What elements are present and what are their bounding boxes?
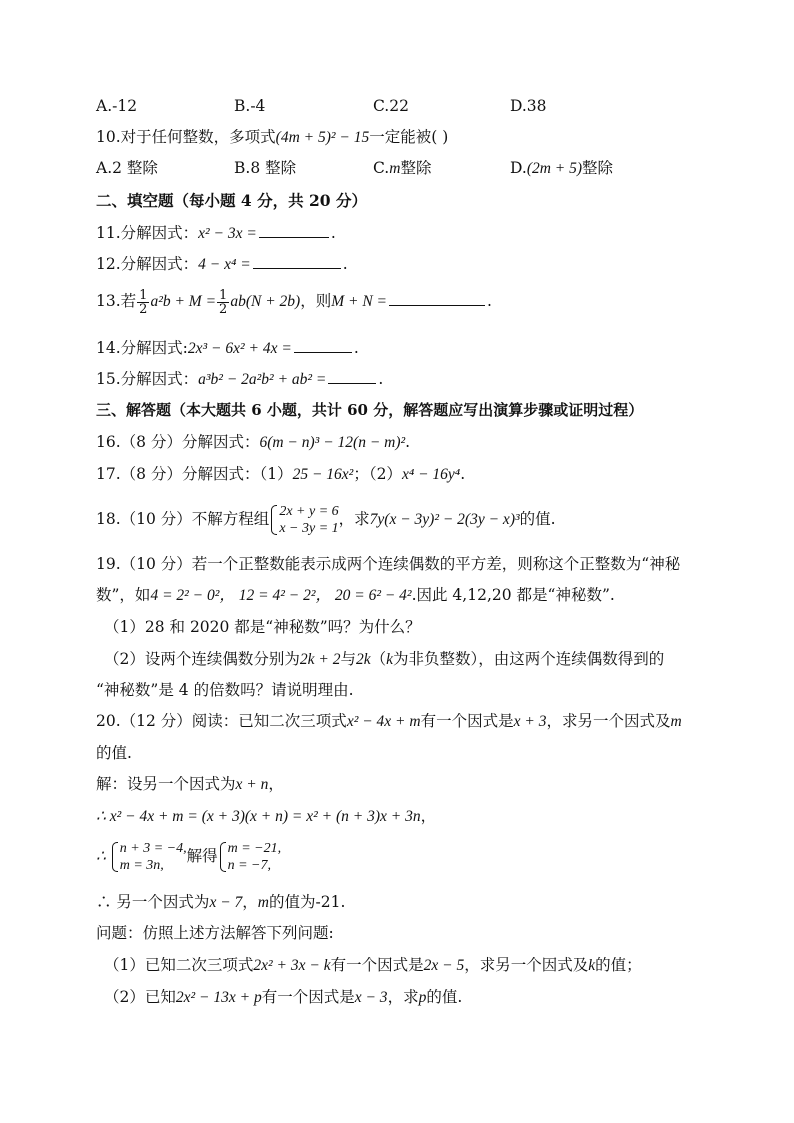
section-2-title: 二、填空题（每小题 4 分，共 20 分） xyxy=(96,191,367,210)
q17: 17.（8 分）分解因式：（1）25 − 16x²；（2）x⁴ − 16y⁴. xyxy=(96,465,466,483)
q10-option-a: A.2 整除 xyxy=(96,159,158,177)
q20-solution-1: 解：设另一个因式为x + n， xyxy=(96,775,284,793)
q11: 11.分解因式：x² − 3x = . xyxy=(96,224,336,242)
q18-equation-system: 2x + y = 6 x − 3y = 1 xyxy=(269,503,338,537)
q12-answer-blank[interactable] xyxy=(253,254,341,269)
q16: 16.（8 分）分解因式：6(m − n)³ − 12(n − m)². xyxy=(96,433,411,451)
q9-option-d: D.38 xyxy=(510,97,547,115)
q13-fraction-2: $\frac{1}{2}$ xyxy=(219,287,228,317)
q9-option-c: C.22 xyxy=(373,97,409,115)
q20-solution-2: ∴ x² − 4x + m = (x + 3)(x + n) = x² + (n + 3)x + 3n， xyxy=(96,807,437,825)
q10-stem: 10.对于任何整数，多项式(4m + 5)² − 15一定能被( ) xyxy=(96,128,449,146)
q9-option-a: A.-12 xyxy=(96,97,138,115)
q20-equation-system-2: m = −21, n = −7, xyxy=(218,840,282,874)
q19-sub-1: （1）28 和 2020 都是“神秘数”吗？为什么？ xyxy=(104,618,421,636)
q20-line-2: 的值. xyxy=(96,744,132,762)
q13-fraction-1: $\frac{1}{2}$ xyxy=(139,287,148,317)
q13: 13.若 $\frac{1}{2}$ a²b + M = $\frac{1}{2}$ ab(N + 2b)，则M + N = . xyxy=(96,287,492,317)
q19-line-1: 19.（10 分）若一个正整数能表示成两个连续偶数的平方差，则称这个正整数为“神秘 xyxy=(96,555,681,573)
q19-sub-2: （2）设两个连续偶数分别为2k + 2与2k（k为非负整数），由这两个连续偶数得到的 xyxy=(104,650,665,668)
q20-sub-1: （1）已知二次三项式2x² + 3x − k有一个因式是2x − 5，求另一个因式及k的值； xyxy=(104,956,642,974)
q10-option-c: C.m整除 xyxy=(373,159,432,177)
q10-option-b: B.8 整除 xyxy=(234,159,297,177)
q20-sub-2: （2）已知2x² − 13x + p有一个因式是x − 3，求p的值. xyxy=(104,988,463,1006)
q15-answer-blank[interactable] xyxy=(328,369,376,384)
q12: 12.分解因式：4 − x⁴ = . xyxy=(96,255,348,273)
section-3-title: 三、解答题（本大题共 6 小题，共计 60 分，解答题应写出演算步骤或证明过程） xyxy=(96,401,644,419)
q20-solution-4: ∴ 另一个因式为x − 7，m的值为-21. xyxy=(96,893,346,911)
q10-option-d: D.(2m + 5)整除 xyxy=(510,159,614,177)
q11-answer-blank[interactable] xyxy=(259,223,329,238)
q14-answer-blank[interactable] xyxy=(294,338,352,353)
q20-equation-system-1: n + 3 = −4, m = 3n, xyxy=(110,840,187,874)
q10-options xyxy=(96,157,656,179)
q20-solution-3: ∴ n + 3 = −4, m = 3n, 解得 m = −21, n = −7, xyxy=(96,841,282,873)
q14: 14.分解因式:2x³ − 6x² + 4x = . xyxy=(96,339,359,357)
q20-problem: 问题：仿照上述方法解答下列问题: xyxy=(96,924,334,942)
q15: 15.分解因式：a³b² − 2a²b² + ab² = . xyxy=(96,370,384,388)
q9-option-b: B.-4 xyxy=(234,97,266,115)
q13-answer-blank[interactable] xyxy=(389,291,485,306)
q19-sub-2-line-2: “神秘数”是 4 的倍数吗？请说明理由. xyxy=(96,681,354,699)
q18: 18.（10 分）不解方程组 2x + y = 6 x − 3y = 1 ，求7y(x − 3y)² − 2(3y − x)³的值. xyxy=(96,504,556,536)
q20-line-1: 20.（12 分）阅读：已知二次三项式x² − 4x + m有一个因式是x + 3，求另一个因式及m xyxy=(96,712,682,730)
q19-line-2: 数”，如4 = 2² − 0²， 12 = 4² − 2²， 20 = 6² − 4².因此 4,12,20 都是“神秘数”. xyxy=(96,586,615,604)
